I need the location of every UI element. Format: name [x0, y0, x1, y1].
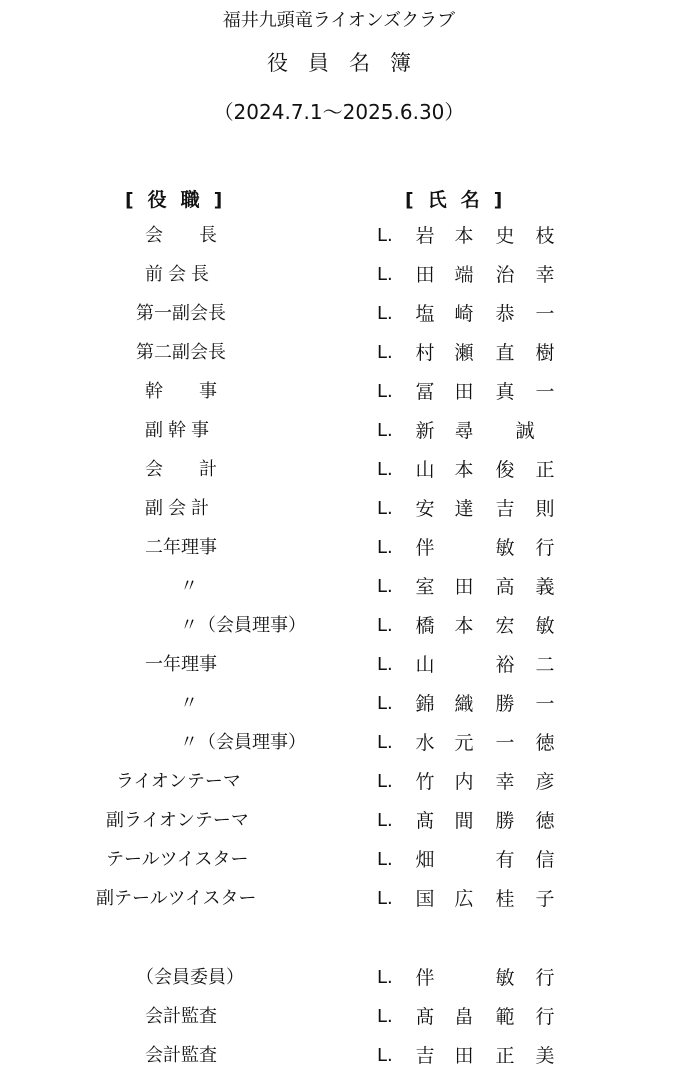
officer-prefix: L.	[377, 967, 393, 988]
officer-name-char: 内	[454, 771, 474, 793]
officer-name-char: 樹	[535, 342, 555, 364]
officer-name-char: 高	[495, 576, 515, 598]
officer-name-char: 桂	[495, 888, 515, 910]
officer-name-char: 田	[454, 576, 474, 598]
officer-name-char: 尋	[454, 420, 474, 442]
officer-name-char: 裕	[495, 654, 515, 676]
officer-name-char: 安	[415, 498, 435, 520]
name-column-heading: [氏名]	[405, 189, 517, 211]
officer-name-char: 枝	[535, 225, 555, 247]
officer-name-char: 国	[415, 888, 435, 910]
officer-prefix: L.	[377, 615, 393, 636]
officer-name-char: 達	[454, 498, 474, 520]
officer-name-char: 髙	[415, 810, 435, 832]
officer-name-char: 山	[415, 654, 435, 676]
officer-prefix: L.	[377, 225, 393, 246]
officer-name-char: 織	[454, 693, 474, 715]
officer-row	[0, 261, 678, 289]
officer-prefix: L.	[377, 654, 393, 675]
officer-name-char: 二	[535, 654, 555, 676]
officer-role: 〃（会員理事）	[180, 615, 306, 636]
officer-name-char: 室	[415, 576, 435, 598]
officer-row	[0, 378, 678, 406]
officer-prefix: L.	[377, 537, 393, 558]
officer-row	[0, 300, 678, 328]
officer-row	[0, 964, 678, 992]
officer-role: 副会計	[145, 498, 214, 519]
officer-row	[0, 1003, 678, 1031]
officer-row	[0, 768, 678, 796]
officer-name-char: 徳	[535, 732, 555, 754]
officer-name-char: 義	[535, 576, 555, 598]
officer-name-char: 正	[495, 1045, 515, 1067]
officer-name-char: 信	[535, 849, 555, 871]
officer-name-char: 勝	[495, 693, 515, 715]
officer-name-char: 一	[535, 693, 555, 715]
officer-row	[0, 807, 678, 835]
document-title: 役員名簿	[267, 51, 431, 75]
officer-name-char: 敏	[495, 967, 515, 989]
officer-role: 第一副会長	[136, 303, 226, 324]
officer-role: 副幹事	[145, 420, 214, 441]
officer-prefix: L.	[377, 576, 393, 597]
officer-prefix: L.	[377, 420, 393, 441]
officer-name-char: 治	[495, 264, 515, 286]
officer-name-char: 橋	[415, 615, 435, 637]
officer-name-char: 冨	[415, 381, 435, 403]
officer-role: ライオンテーマ	[116, 771, 241, 792]
officer-prefix: L.	[377, 771, 393, 792]
officer-row	[0, 885, 678, 913]
officer-prefix: L.	[377, 849, 393, 870]
officer-prefix: L.	[377, 732, 393, 753]
officer-prefix: L.	[377, 342, 393, 363]
officer-name-char: 恭	[495, 303, 515, 325]
officer-name-char: 広	[454, 888, 474, 910]
officer-name-char: 本	[454, 225, 474, 247]
officer-name-char: 本	[454, 459, 474, 481]
officer-name-char: 宏	[495, 615, 515, 637]
officer-row	[0, 612, 678, 640]
officer-prefix: L.	[377, 459, 393, 480]
officer-name-char: 畠	[454, 1006, 474, 1028]
officer-name-char: 岩	[415, 225, 435, 247]
officer-name-char: 幸	[535, 264, 555, 286]
officer-name-char: 錦	[415, 693, 435, 715]
officer-row	[0, 846, 678, 874]
officer-name-char: 誠	[515, 420, 535, 442]
officer-role: 〃（会員理事）	[180, 732, 306, 753]
officer-role: 一年理事	[145, 654, 217, 675]
officer-name-char: 新	[415, 420, 435, 442]
officer-role: 副ライオンテーマ	[106, 810, 249, 831]
officer-name-char: 一	[495, 732, 515, 754]
officer-row	[0, 417, 678, 445]
officer-name-char: 田	[454, 381, 474, 403]
officer-role: 二年理事	[145, 537, 217, 558]
officer-name-char: 一	[535, 303, 555, 325]
officer-role: 会 計	[145, 459, 217, 480]
officer-name-char: 幸	[495, 771, 515, 793]
officer-role: 会計監査	[145, 1006, 217, 1027]
officer-name-char: 吉	[495, 498, 515, 520]
officer-role: 幹 事	[145, 381, 217, 402]
officer-name-char: 元	[454, 732, 474, 754]
officer-name-char: 正	[535, 459, 555, 481]
officer-name-char: 真	[495, 381, 515, 403]
officer-row	[0, 339, 678, 367]
officer-role: 前会長	[145, 264, 214, 285]
officer-name-char: 子	[535, 888, 555, 910]
officer-prefix: L.	[377, 381, 393, 402]
officer-name-char: 畑	[415, 849, 435, 871]
officer-name-char: 則	[535, 498, 555, 520]
officer-name-char: 竹	[415, 771, 435, 793]
officer-name-char: 徳	[535, 810, 555, 832]
officer-role: テールツイスター	[106, 849, 249, 870]
officer-name-char: 勝	[495, 810, 515, 832]
officer-name-char: 本	[454, 615, 474, 637]
officer-prefix: L.	[377, 498, 393, 519]
officer-name-char: 美	[535, 1045, 555, 1067]
officer-name-char: 吉	[415, 1045, 435, 1067]
officer-role: 第二副会長	[136, 342, 226, 363]
officer-prefix: L.	[377, 1006, 393, 1027]
officer-name-char: 俊	[495, 459, 515, 481]
officer-name-char: 瀬	[454, 342, 474, 364]
officer-name-char: 範	[495, 1006, 515, 1028]
officer-role: 会 長	[145, 225, 217, 246]
officer-name-char: 村	[415, 342, 435, 364]
officer-prefix: L.	[377, 303, 393, 324]
role-column-heading: [役職]	[125, 189, 237, 211]
officer-row	[0, 534, 678, 562]
officer-name-char: 直	[495, 342, 515, 364]
officer-prefix: L.	[377, 1045, 393, 1066]
officer-name-char: 行	[535, 1006, 555, 1028]
officer-name-char: 行	[535, 967, 555, 989]
officer-name-char: 崎	[454, 303, 474, 325]
officer-row	[0, 495, 678, 523]
officer-name-char: 端	[454, 264, 474, 286]
officer-name-char: 一	[535, 381, 555, 403]
officer-role: 〃	[180, 576, 198, 597]
officer-role: 〃	[180, 693, 198, 714]
officer-row	[0, 222, 678, 250]
officer-prefix: L.	[377, 810, 393, 831]
officer-role: 会計監査	[145, 1045, 217, 1066]
officer-prefix: L.	[377, 693, 393, 714]
officer-name-char: 水	[415, 732, 435, 754]
officer-row	[0, 456, 678, 484]
officer-row	[0, 690, 678, 718]
officer-prefix: L.	[377, 264, 393, 285]
club-name: 福井九頭竜ライオンズクラブ	[222, 10, 456, 31]
officer-name-char: 山	[415, 459, 435, 481]
officer-name-char: 敏	[495, 537, 515, 559]
officer-name-char: 敏	[535, 615, 555, 637]
officer-name-char: 行	[535, 537, 555, 559]
officer-name-char: 伴	[415, 967, 435, 989]
term-period: （2024.7.1～2025.6.30）	[213, 100, 465, 124]
officer-name-char: 田	[454, 1045, 474, 1067]
officer-row	[0, 729, 678, 757]
officer-name-char: 髙	[415, 1006, 435, 1028]
officer-name-char: 塩	[415, 303, 435, 325]
officer-row	[0, 1042, 678, 1070]
officer-role: （会員委員）	[136, 967, 244, 988]
officer-name-char: 間	[454, 810, 474, 832]
officer-name-char: 有	[495, 849, 515, 871]
officer-role: 副テールツイスター	[96, 888, 257, 909]
officer-name-char: 伴	[415, 537, 435, 559]
officer-name-char: 史	[495, 225, 515, 247]
officer-row	[0, 651, 678, 679]
officer-prefix: L.	[377, 888, 393, 909]
officer-name-char: 田	[415, 264, 435, 286]
officer-name-char: 彦	[535, 771, 555, 793]
officer-row	[0, 573, 678, 601]
